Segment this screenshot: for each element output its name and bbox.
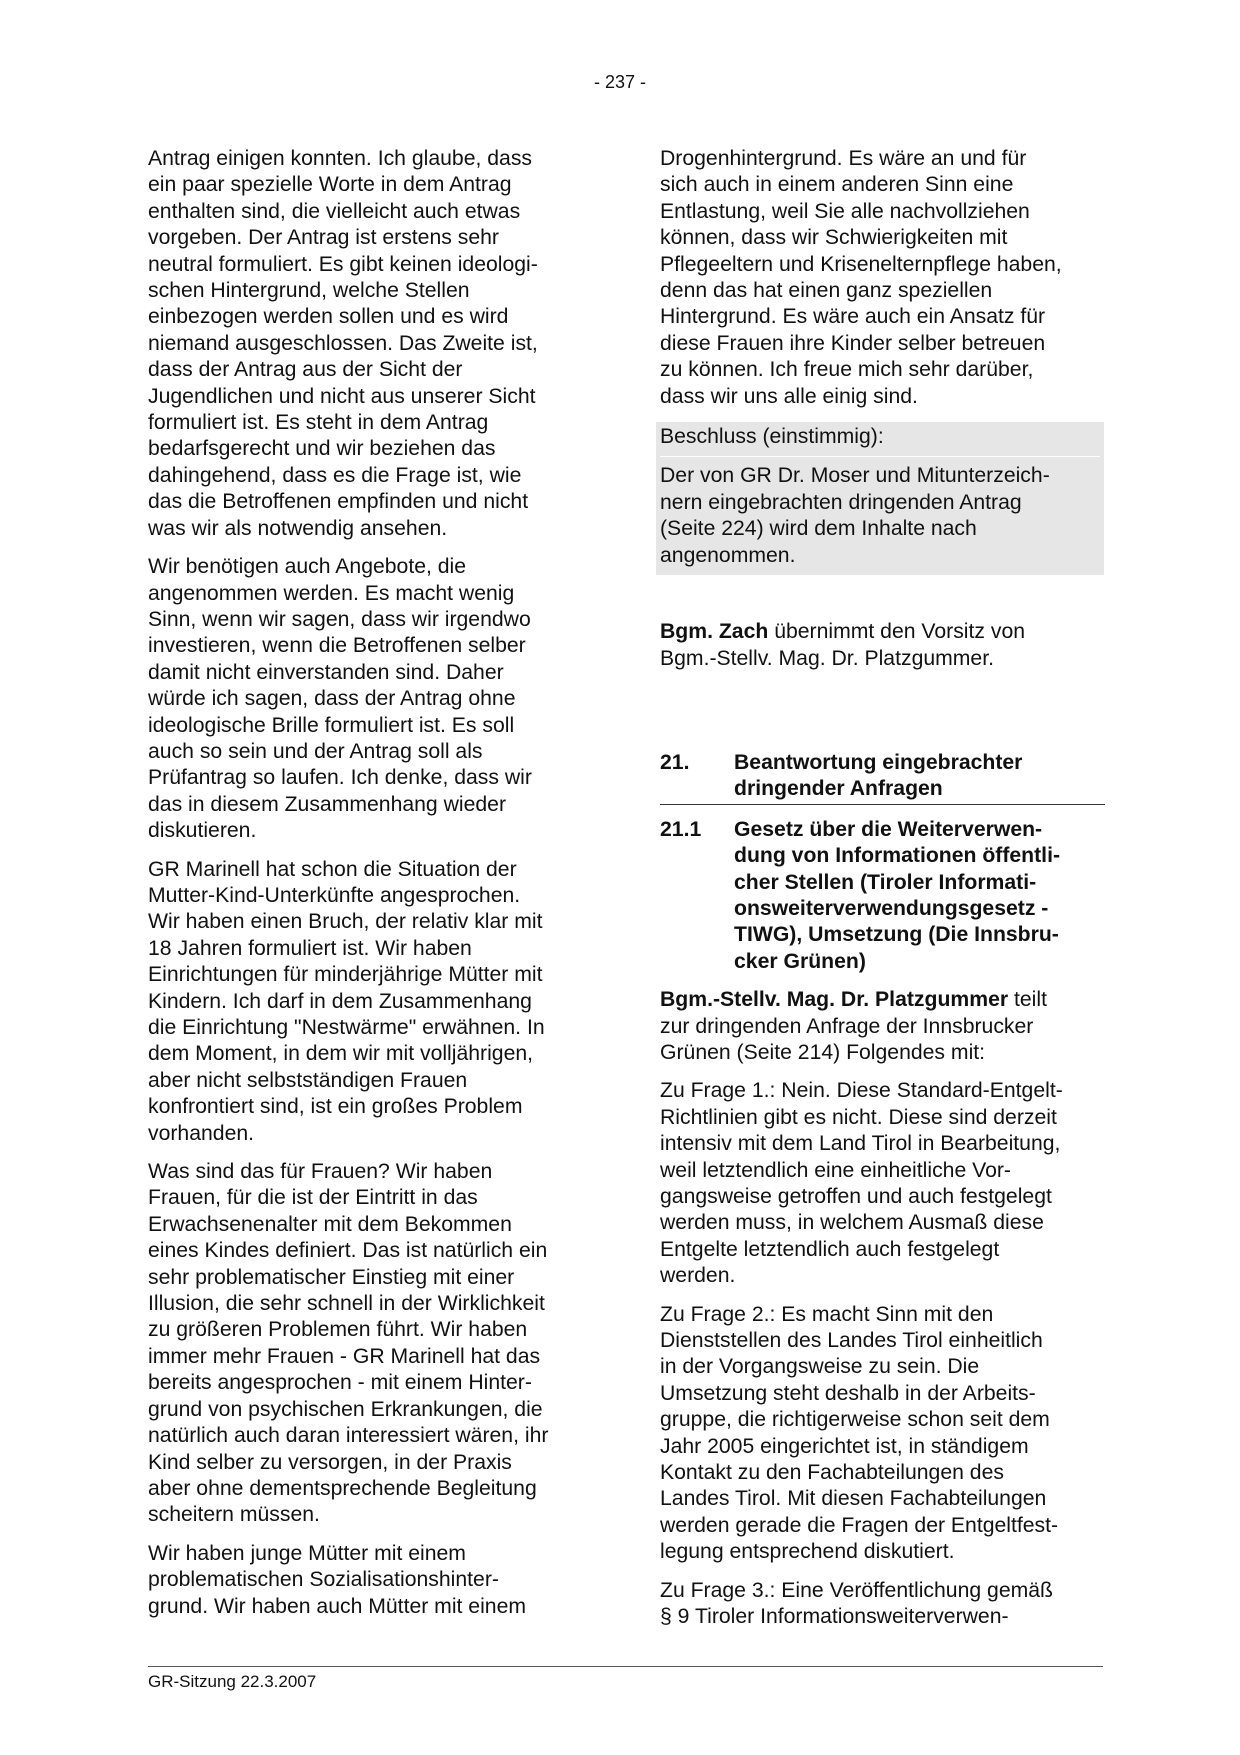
speaker-name: Bgm.-Stellv. Mag. Dr. Platzgummer [660, 988, 1009, 1012]
paragraph: Antrag einigen konnten. Ich glaube, dass ein paar spezielle Worte in dem Antrag enthalten sind, die vielleicht auch etwas vorgeben. Der Antrag ist erstens sehr neutral formuliert. Es gibt keinen ideologi- schen Hintergrund, welche Stellen einbezogen werden sollen und es wird niemand ausgeschlossen. Das Zweite ist, dass der Antrag aus der Sicht der Jugendlichen und nicht aus unserer Sicht formuliert ist. Es steht in dem Antrag bedarfsgerecht und wir beziehen das dahingehend, dass es die Frage ist, wie das die Betroffenen empfinden und nicht was wir als notwendig ansehen. [148, 147, 538, 540]
speaker-name: Bgm. Zach [660, 620, 769, 644]
paragraph: Zu Frage 2.: Es macht Sinn mit den Dienststellen des Landes Tirol einheitlich in der Vorgangsweise zu sein. Die Umsetzung steht deshalb in der Arbeits- gruppe, die richtigerweise schon seit dem Jahr 2005 eingerichtet ist, in ständigem Kontakt zu den Fachabteilungen des Landes Tirol. Mit diesen Fachabteilungen werden gerade die Fragen der Entgeltfest- legung entsprechend diskutiert. [660, 1302, 1059, 1564]
paragraph: Drogenhintergrund. Es wäre an und für sich auch in einem anderen Sinn eine Entlastung, weil Sie alle nachvollziehen können, dass wir Schwierigkeiten mit Pflegeeltern und Krisenelternpflege haben, denn das hat einen ganz speziellen Hintergrund. Es wäre auch ein Ansatz für diese Frauen ihre Kinder selber betreuen zu können. Ich freue mich sehr darüber, dass wir uns alle einig sind. [660, 147, 1062, 408]
footer-rule [148, 1666, 1103, 1667]
section-heading-21 [660, 750, 1105, 805]
section-number: 21.1 [660, 817, 702, 841]
section-number: 21. [660, 750, 690, 774]
footer-text: GR-Sitzung 22.3.2007 [148, 1672, 317, 1691]
paragraph: Was sind das für Frauen? Wir haben Frauen, für die ist der Eintritt in das Erwachsenenalter mit dem Bekommen eines Kindes definiert. Das ist natürlich ein sehr problematischer Einstieg mit einer Illusion, die sehr schnell in der Wirklichkeit zu größeren Problemen führt. Wir haben immer mehr Frauen - GR Marinell hat das bereits angesprochen - mit einem Hinter- grund von psychischen Erkrankungen, die natürlich auch daran interessiert wären, ihr Kind selber zu versorgen, in der Praxis aber ohne dementsprechende Begleitung scheitern müssen. [148, 1160, 549, 1527]
resolution-box [656, 422, 1104, 575]
left-column [148, 146, 588, 1632]
resolution-title: Beschluss (einstimmig): [660, 424, 1100, 457]
paragraph: Wir benötigen auch Angebote, die angenommen werden. Es macht wenig Sinn, wenn wir sagen, dass wir irgendwo investieren, wenn die Betroffenen selber damit nicht einverstanden sind. Daher würde ich sagen, dass der Antrag ohne ideologische Brille formuliert ist. Es soll auch so sein und der Antrag soll als Prüfantrag so laufen. Ich denke, dass wir das in diesem Zusammenhang wieder diskutieren. [148, 555, 532, 843]
resolution-text: Der von GR Dr. Moser und Mitunterzeich- nern eingebrachten dringenden Antrag (Seite 224) wird dem Inhalte nach angenommen. [660, 464, 1050, 567]
page-number: - 237 - [593, 72, 647, 92]
paragraph: Zu Frage 1.: Nein. Diese Standard-Entgelt- Richtlinien gibt es nicht. Diese sind derzeit intensiv mit dem Land Tirol in Bearbeitung, weil letztendlich eine einheitliche Vor- gangsweise getroffen und auch festgelegt werden muss, in welchem Ausmaß diese Entgelte letztendlich auch festgelegt werden. [660, 1079, 1063, 1288]
chair-change-note: Bgm. Zach übernimmt den Vorsitz von Bgm.-Stellv. Mag. Dr. Platzgummer. [660, 620, 1026, 670]
paragraph: Zu Frage 3.: Eine Veröffentlichung gemäß § 9 Tiroler Informationsweiterverwen- [660, 1578, 1053, 1629]
section-title: Gesetz über die Weiterverwen- dung von Informationen öffentli- cher Stellen (Tiroler Informati- onsweiterverwendungsgesetz - TIWG), Umsetzung (Die Innsbru- cker Grünen) [734, 817, 1061, 973]
section-heading-21-1 [660, 817, 1105, 975]
paragraph: GR Marinell hat schon die Situation der Mutter-Kind-Unterkünfte angesprochen. Wir haben einen Bruch, der relativ klar mit 18 Jahren formuliert ist. Wir haben Einrichtungen für minderjährige Mütter mit Kindern. Ich darf in dem Zusammenhang die Einrichtung "Nestwärme" erwähnen. In dem Moment, in dem wir mit volljährigen, aber nicht selbstständigen Frauen konfrontiert sind, ist ein großes Problem vorhanden. [148, 857, 545, 1145]
right-column [660, 146, 1105, 1643]
paragraph: Wir haben junge Mütter mit einem problematischen Sozialisationshinter- grund. Wir haben auch Mütter mit einem [148, 1541, 527, 1618]
speaker-intro: Bgm.-Stellv. Mag. Dr. Platzgummer teilt zur dringenden Anfrage der Innsbrucker Grünen (Seite 214) Folgendes mit: [660, 988, 1047, 1064]
section-title: Beantwortung eingebrachter dringender Anfragen [734, 750, 1023, 801]
